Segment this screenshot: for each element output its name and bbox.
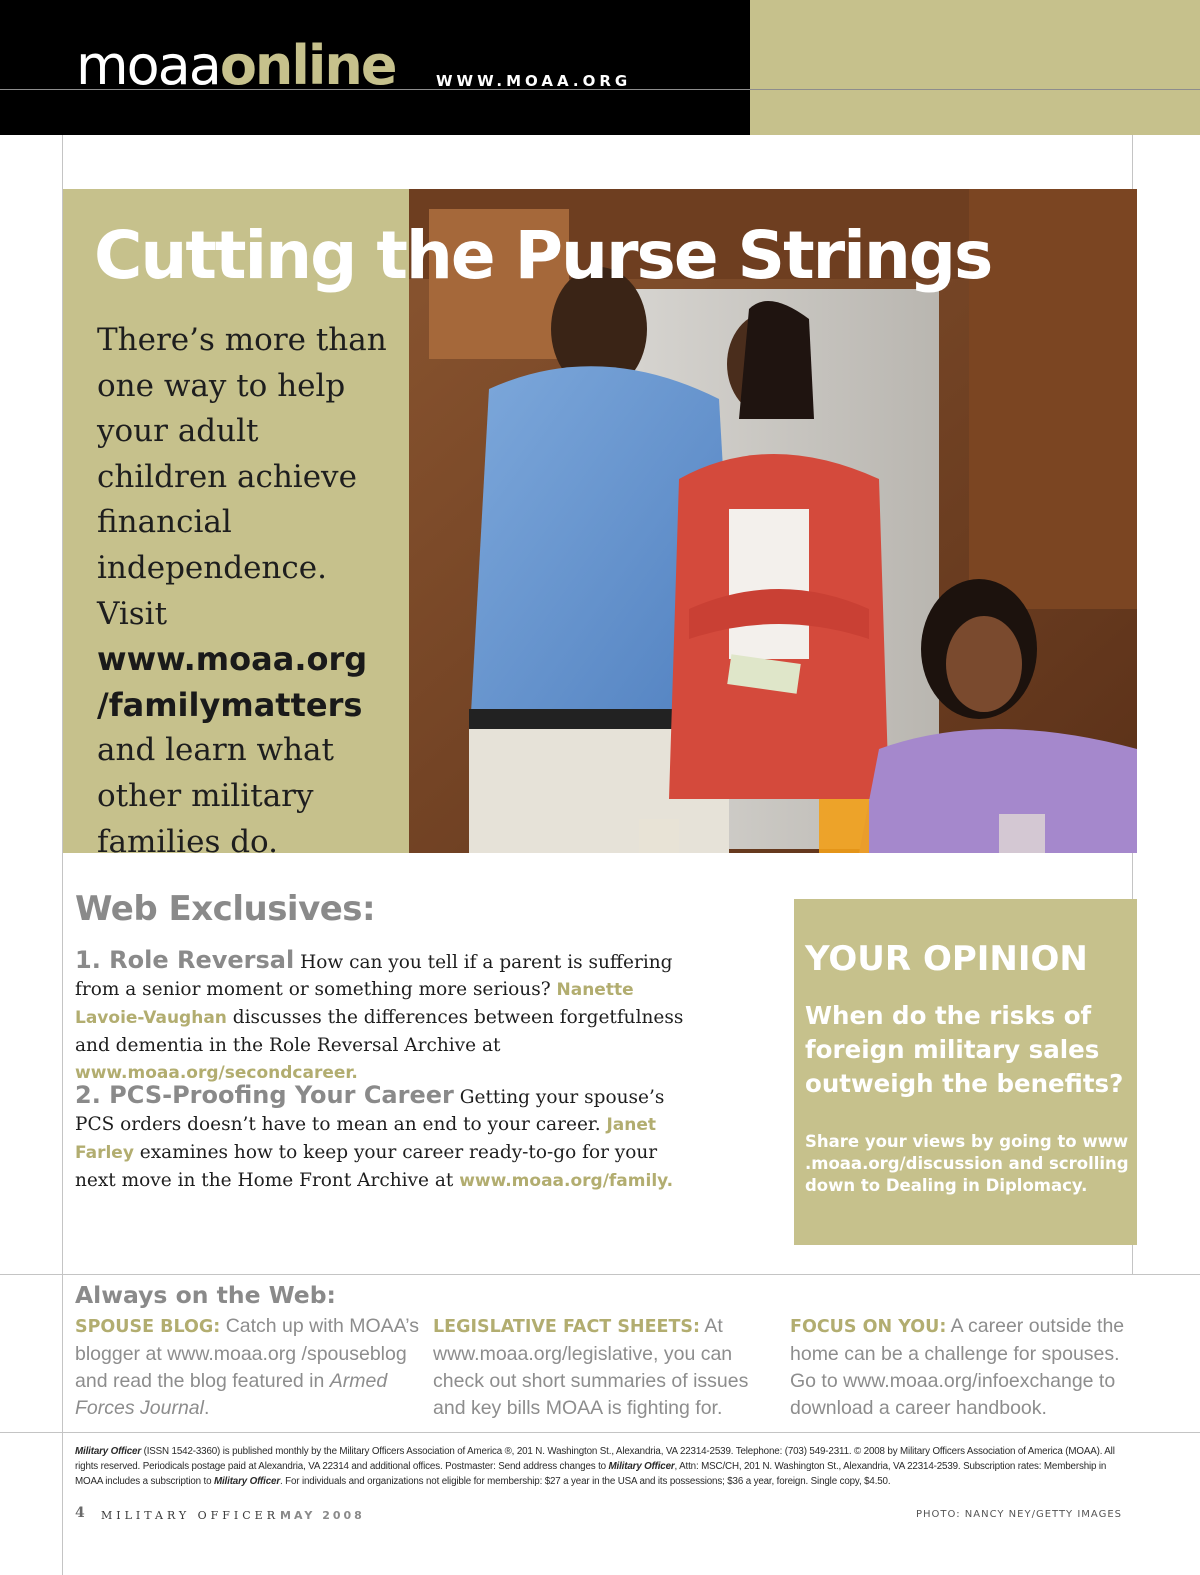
masthead-part1: (ISSN 1542-3360) is published monthly by the Military Officers Association of America ®, 201 N. Washington St., Alexandria, VA 22314-2539. Telephone: (703) 549-2311. © 2008 by Military Officers Association of America (MOAA). All rights reserved. Periodicals postage paid at Alexandria, VA 22314 and additional offices. Postmaster: Send address changes to (75, 1446, 1115, 1472)
header-url[interactable]: WWW.MOAA.ORG (436, 72, 632, 90)
column-text: Catch up with MOAA’s blogger at www.moaa.org /spouseblog and read the blog featured in (75, 1315, 419, 1392)
column-text-end: . (203, 1397, 210, 1419)
legislative-fact-sheets-column (433, 1313, 778, 1422)
pub-name: Military Officer (213, 1476, 280, 1487)
author-name: Janet Farley (75, 1115, 657, 1163)
hero-title: Cutting the Purse Strings (94, 217, 992, 294)
column-text: A career outside the home can be a challenge for spouses. Go to www.moaa.org/infoexchange to download a career handbook. (790, 1315, 1125, 1419)
item-title: 2. PCS-Proofing Your Career (75, 1081, 454, 1109)
column-text: At www.moaa.org/legislative, you can check out short summaries of issues and key bills MOAA is fighting for. (433, 1315, 749, 1419)
logo-moaa: moaa (76, 34, 220, 97)
exclusive-item-role-reversal (75, 947, 685, 1087)
masthead-part2: , Attn: MSC/CH, 201 N. Washington St., Alexandria, VA 22314-2539. Subscription rates: Membership in MOAA includes a subscription to (75, 1461, 1107, 1487)
column-label: LEGISLATIVE FACT SHEETS: (433, 1317, 701, 1337)
section-divider-top (0, 1274, 1200, 1275)
spouse-blog-column (75, 1313, 420, 1422)
item-link[interactable]: www.moaa.org/family. (459, 1171, 674, 1191)
magazine-name: MILITARY OFFICER (101, 1509, 279, 1522)
focus-on-you-column (790, 1313, 1135, 1422)
issue-date: MAY 2008 (280, 1509, 365, 1522)
hero-link-line2[interactable]: /familymatters (97, 685, 363, 724)
item-text: examines how to keep your career ready-to-go for your next move in the Home Front Archive at (75, 1142, 658, 1191)
exclusive-item-pcs-proofing (75, 1082, 685, 1195)
hero-body (97, 318, 397, 865)
your-opinion-box (794, 899, 1137, 1245)
column-label: SPOUSE BLOG: (75, 1317, 221, 1337)
moaa-online-logo[interactable] (76, 36, 395, 96)
item-text: Getting your spouse’s PCS orders doesn’t have to mean an end to your career. (75, 1087, 665, 1135)
item-text: How can you tell if a parent is suffering from a senior moment or something more serious? (75, 952, 673, 1000)
hero-outro-text: and learn what other military families do. (97, 732, 334, 860)
pub-name: Military Officer (608, 1461, 675, 1472)
item-text: discusses the differences between forgetfulness and dementia in the Role Reversal Archive at (75, 1007, 684, 1056)
masthead-part3: . For individuals and organizations not eligible for membership: $27 a year in the USA and its possessions; $36 a year, foreign. Single copy, $4.50. (280, 1476, 891, 1487)
header-accent-block (750, 0, 1200, 135)
item-link[interactable]: www.moaa.org/secondcareer. (75, 1063, 358, 1083)
hero-link-line1[interactable]: www.moaa.org (97, 640, 368, 679)
column-label: FOCUS ON YOU: (790, 1317, 947, 1337)
column-italic: Armed Forces Journal (75, 1370, 388, 1419)
web-exclusives-heading: Web Exclusives: (75, 889, 376, 929)
logo-online: online (219, 34, 396, 97)
page-number: 4 (75, 1505, 85, 1521)
author-name: Nanette Lavoie-Vaughan (75, 980, 634, 1028)
opinion-question: When do the risks of foreign military sales outweigh the benefits? (805, 1001, 1124, 1098)
opinion-instructions[interactable]: Share your views by going to www .moaa.org/discussion and scrolling down to Dealing in Diplomacy. (805, 1132, 1129, 1195)
item-title: 1. Role Reversal (75, 946, 295, 974)
opinion-title: YOUR OPINION (805, 939, 1088, 979)
pub-name: Military Officer (75, 1446, 142, 1457)
section-divider-bottom (0, 1432, 1200, 1433)
masthead-text (75, 1444, 1130, 1489)
hero-intro-text: There’s more than one way to help your adult children achieve financial independence. Visit (97, 322, 387, 632)
photo-credit: PHOTO: NANCY NEY/GETTY IMAGES (916, 1509, 1122, 1520)
always-on-web-heading: Always on the Web: (75, 1281, 336, 1309)
